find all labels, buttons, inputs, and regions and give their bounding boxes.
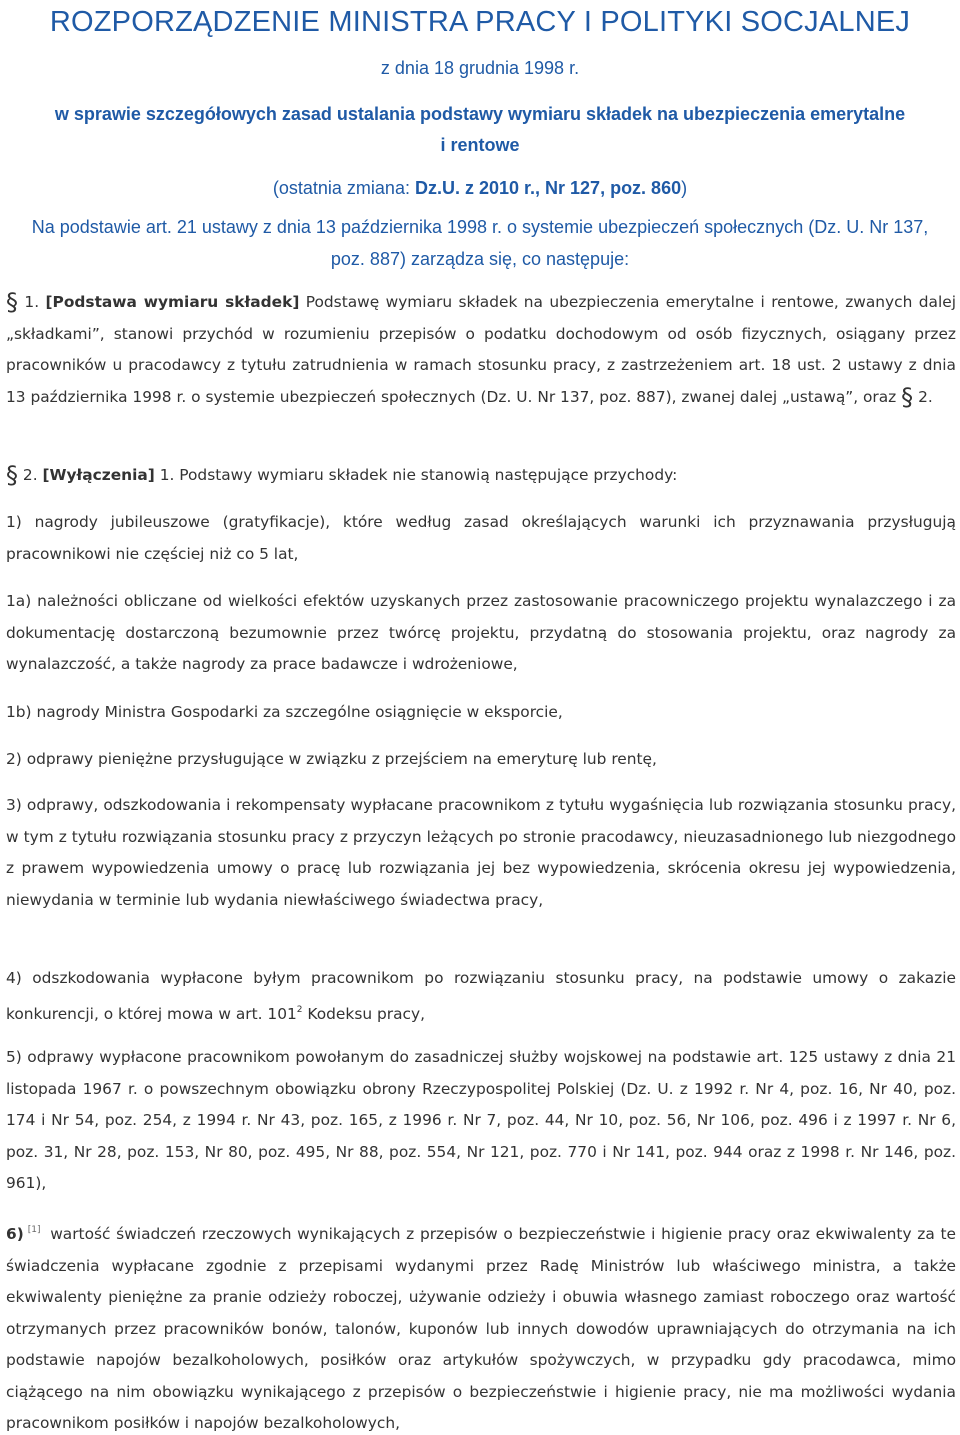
document-date: z dnia 18 grudnia 1998 r. — [380, 58, 580, 78]
footnote-link[interactable]: [1] — [27, 1225, 41, 1235]
list-item: 3) odprawy, odszkodowania i rekompensaty wypłacane pracownikom z tytułu wygaśnięcia lub rozwiązania stosunku pracy, w tym z tytułu rozwiązania stosunku pracy z przyczyn leżących po stronie pracodawcy, nieuzasadnionego lub niezgodnego z prawem wypowiedzenia umowy o pracę lub rozwiązania jej bez wypowiedzenia, skrócenia okresu jej wypowiedzenia, niewydania w terminie lub wydania niewłaściwego świadectwa pracy, — [6, 796, 956, 909]
list-item — [6, 963, 956, 1030]
list-item — [6, 1215, 956, 1435]
section-1 — [6, 287, 956, 413]
item-label: 6) — [6, 1225, 24, 1243]
superscript: 2 — [296, 1004, 303, 1015]
amend-prefix: (ostatnia zmiana: — [272, 178, 415, 198]
section-sign: § — [6, 288, 18, 316]
legal-basis — [0, 211, 960, 275]
last-amendment — [0, 176, 960, 200]
subject-line-2: i rentowe — [440, 135, 520, 155]
section-heading: [Podstawa wymiaru składek] — [45, 293, 300, 311]
item-text-before: 4) odszkodowania wypłacone byłym pracownikom po rozwiązaniu stosunku pracy, na podstawie umowy o zakazie konkurencji, o której mowa w art. 101 — [6, 969, 956, 1023]
subject-line-1: w sprawie szczegółowych zasad ustalania podstawy wymiaru składek na ubezpieczenia emerytalne — [54, 104, 906, 124]
section-ref-number: 2. — [913, 387, 933, 406]
list-item: 1) nagrody jubileuszowe (gratyfikacje), które według zasad określających warunki ich przyznawania przysługują pracownikowi nie częściej niż co 5 lat, — [6, 513, 956, 563]
section-heading: [Wyłączenia] — [42, 466, 155, 484]
section-ref-sign: § — [901, 382, 914, 411]
list-item: 5) odprawy wypłacone pracownikom powołanym do zasadniczej służby wojskowej na podstawie art. 125 ustawy z dnia 21 listopada 1967 r. o powszechnym obowiązku obrony Rzeczypospolitej Polskiej (Dz. U. z 1992 r. Nr 4, poz. 16, Nr 40, poz. 174 i Nr 54, poz. 254, z 1994 r. Nr 43, poz. 165, z 1996 r. Nr 7, poz. 44, Nr 10, poz. 56, Nr 106, poz. 496 i z 1997 r. Nr 6, poz. 31, Nr 28, poz. 153, Nr 80, poz. 495, Nr 88, poz. 554, Nr 121, poz. 770 i Nr 141, poz. 944 oraz z 1998 r. Nr 146, poz. 961), — [6, 1048, 956, 1192]
amend-suffix: ) — [681, 178, 688, 198]
section-sign: § — [6, 461, 18, 489]
section-number: 1. — [24, 293, 40, 311]
item-text: wartość świadczeń rzeczowych wynikających z przepisów o bezpieczeństwie i higienie pracy oraz ekwiwalenty za te świadczenia wypłacane zgodnie z przepisami wydanymi przez Radę Ministrów lub właściwego ministra, a także ekwiwalenty pieniężne za pranie odzieży roboczej, używanie odzieży i obuwia własnego zamiast roboczego oraz wartość otrzymanych przez pracowników bonów, talonów, kuponów lub innych dowodów uprawniających do otrzymania na ich podstawie napojów bezalkoholowych, posiłków oraz artykułów spożywczych, w przypadku gdy pracodawca, mimo ciążącego na nim obowiązku wynikającego z przepisów o bezpieczeństwie i higienie pracy, nie ma możliwości wydania pracownikom posiłków i napojów bezalkoholowych, — [6, 1225, 956, 1432]
section-text: 1. Podstawy wymiaru składek nie stanowią następujące przychody: — [154, 466, 678, 484]
basis-line-1: Na podstawie art. 21 ustawy z dnia 13 października 1998 r. o systemie ubezpieczeń społecznych (Dz. U. Nr 137, — [31, 217, 929, 237]
section-text: Podstawę wymiaru składek na ubezpieczenia emerytalne i rentowe, zwanych dalej „składkami”, stanowi przychód w rozumieniu przepisów o podatku dochodowym od osób fizycznych, osiągany przez pracowników u pracodawcy z tytułu zatrudnienia w ramach stosunku pracy, z zastrzeżeniem art. 18 ust. 2 ustawy z dnia 13 października 1998 r. o systemie ubezpieczeń społecznych (Dz. U. Nr 137, poz. 887), zwanej dalej „ustawą”, oraz — [6, 293, 956, 406]
document-subject — [0, 99, 960, 161]
list-item: 1a) należności obliczane od wielkości efektów uzyskanych przez zastosowanie pracowniczego projektu wynalazczego i za dokumentację dostarczoną bezumownie przez twórcę projektu, przydatną do stosowania projektu, oraz nagrody za wynalazczość, a także nagrody za prace badawcze i wdrożeniowe, — [6, 592, 956, 673]
basis-line-2: poz. 887) zarządza się, co następuje: — [330, 249, 630, 269]
section-number: 2. — [22, 466, 38, 484]
document-title: ROZPORZĄDZENIE MINISTRA PRACY I POLITYKI SOCJALNEJ — [49, 6, 911, 38]
list-item: 2) odprawy pieniężne przysługujące w związku z przejściem na emeryturę lub rentę, — [6, 750, 657, 768]
section-2 — [6, 460, 956, 492]
list-item: 1b) nagrody Ministra Gospodarki za szczególne osiągnięcie w eksporcie, — [6, 703, 563, 721]
amend-reference: Dz.U. z 2010 r., Nr 127, poz. 860 — [414, 178, 682, 198]
item-text-after: Kodeksu pracy, — [302, 1004, 425, 1023]
